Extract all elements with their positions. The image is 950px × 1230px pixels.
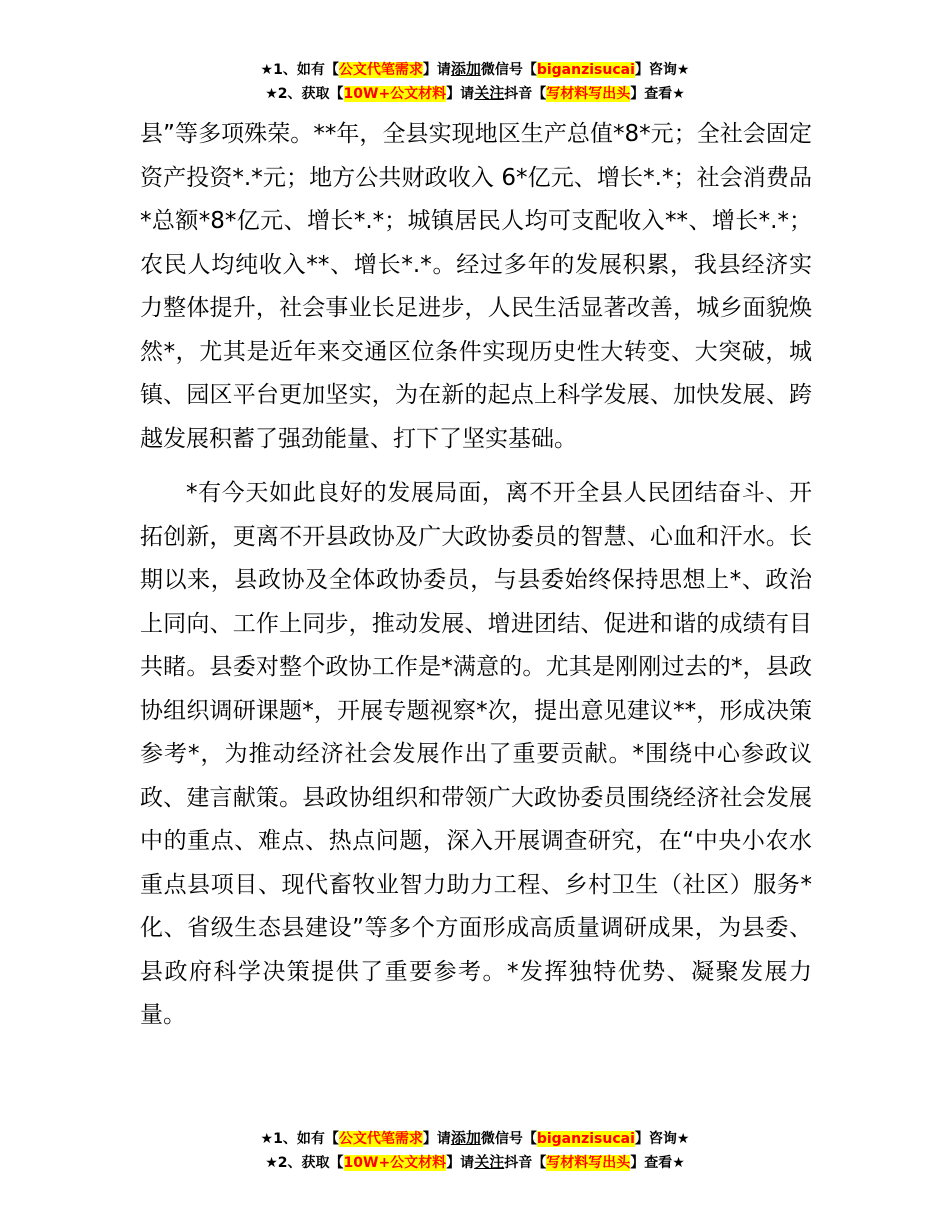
- highlight-wechat-id: biganzisucai: [536, 62, 635, 78]
- star-icon: ★: [260, 1131, 274, 1147]
- banner-text: 2、获取【: [277, 86, 344, 102]
- banner-text: 微信号【: [480, 1131, 537, 1147]
- footer-banner: [0, 1127, 950, 1175]
- banner-text: 2、获取【: [277, 1155, 344, 1171]
- footer-line-1: [0, 1127, 950, 1151]
- highlight-materials: 10W+公文材料: [343, 1155, 447, 1171]
- highlight-douyin-account: 写材料写出头: [546, 1155, 631, 1171]
- banner-text: 】查看: [630, 86, 673, 102]
- banner-text: 抖音【: [504, 1155, 547, 1171]
- banner-text: 】请: [422, 62, 451, 78]
- star-icon: ★: [676, 1131, 690, 1147]
- star-icon: ★: [672, 1155, 685, 1171]
- banner-text: 】请: [446, 86, 475, 102]
- document-body: [140, 113, 812, 1038]
- banner-text: 】查看: [630, 1155, 673, 1171]
- header-line-1: [0, 58, 950, 82]
- emphasis-add: 添加: [450, 60, 481, 78]
- highlight-wechat-id: biganzisucai: [536, 1131, 635, 1147]
- header-line-2: [0, 82, 950, 106]
- star-icon: ★: [672, 86, 685, 102]
- emphasis-add: 添加: [450, 1129, 481, 1147]
- footer-line-2: [0, 1151, 950, 1175]
- emphasis-follow: 关注: [474, 84, 505, 102]
- highlight-materials: 10W+公文材料: [343, 86, 447, 102]
- emphasis-follow: 关注: [474, 1153, 505, 1171]
- star-icon: ★: [676, 62, 690, 78]
- banner-text: 】请: [422, 1131, 451, 1147]
- highlight-service: 公文代笔需求: [338, 62, 423, 78]
- highlight-douyin-account: 写材料写出头: [546, 86, 631, 102]
- banner-text: 】请: [446, 1155, 475, 1171]
- banner-text: 】咨询: [634, 1131, 677, 1147]
- header-banner: [0, 58, 950, 106]
- paragraph-2: *有今天如此良好的发展局面，离不开全县人民团结奋斗、开拓创新，更离不开县政协及广大政协委员的智慧、心血和汗水。长期以来，县政协及全体政协委员，与县委始终保持思想上*、政治上同向、工作上同步，推动发展、增进团结、促进和谐的成绩有目共睹。县委对整个政协工作是*满意的。尤其是刚刚过去的*，县政协组织调研课题*，开展专题视察*次，提出意见建议**，形成决策参考*，为推动经济社会发展作出了重要贡献。*围绕中心参政议政、建言献策。县政协组织和带领广大政协委员围绕经济社会发展中的重点、难点、热点问题，深入开展调查研究，在“中央小农水重点县项目、现代畜牧业智力助力工程、乡村卫生（社区）服务*化、省级生态县建设”等多个方面形成高质量调研成果，为县委、县政府科学决策提供了重要参考。*发挥独特优势、凝聚发展力量。: [140, 480, 812, 1028]
- banner-text: 1、如有【: [273, 62, 339, 78]
- banner-text: 】咨询: [634, 62, 677, 78]
- paragraph-1: 县”等多项殊荣。**年，全县实现地区生产总值*8*元；全社会固定资产投资*.*元；地方公共财政收入 6*亿元、增长*.*；社会消费品*总额*8*亿元、增长*.*；城镇居民人均可支配收入**、增长*.*；农民人均纯收入**、增长*.*。经过多年的发展积累，我县经济实力整体提升，社会事业长足进步，人民生活显著改善，城乡面貌焕然*，尤其是近年来交通区位条件实现历史性大转变、大突破，城镇、园区平台更加坚实，为在新的起点上科学发展、加快发展、跨越发展积蓄了强劲能量、打下了坚实基础。: [140, 121, 812, 452]
- star-icon: ★: [265, 1155, 278, 1171]
- star-icon: ★: [265, 86, 278, 102]
- banner-text: 抖音【: [504, 86, 547, 102]
- star-icon: ★: [260, 62, 274, 78]
- banner-text: 1、如有【: [273, 1131, 339, 1147]
- banner-text: 微信号【: [480, 62, 537, 78]
- highlight-service: 公文代笔需求: [338, 1131, 423, 1147]
